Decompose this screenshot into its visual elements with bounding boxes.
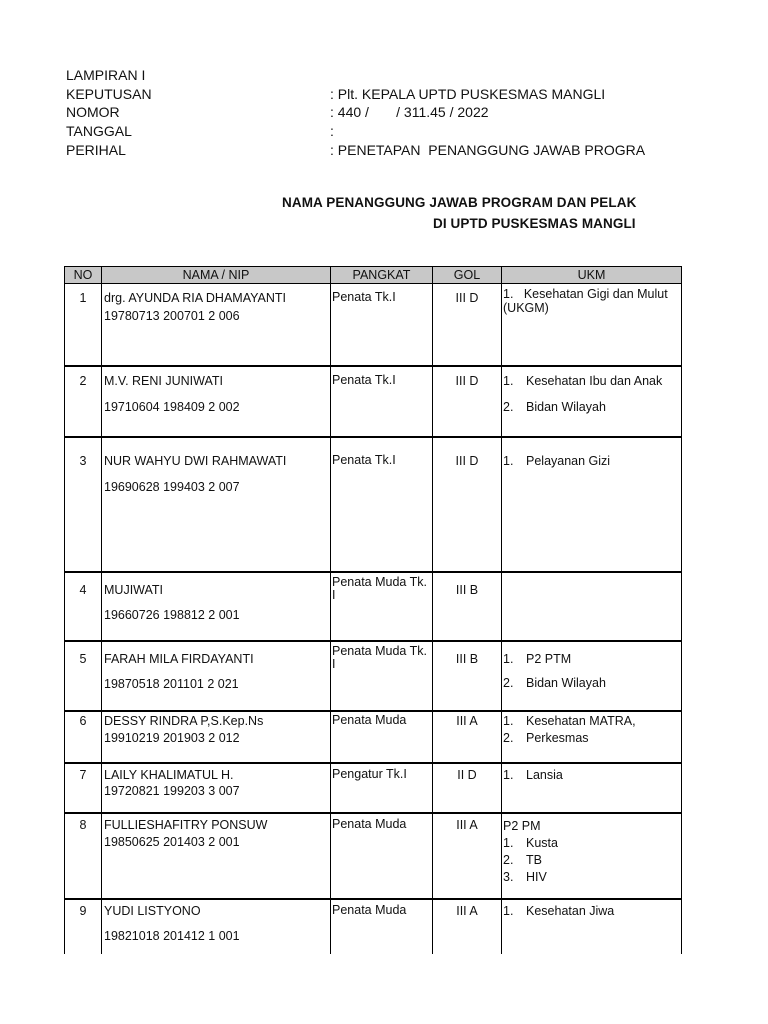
employee-name: drg. AYUNDA RIA DHAMAYANTI: [104, 291, 286, 305]
row-number: 6: [65, 711, 102, 763]
employee-nip: 19870518 201101 2 021: [104, 676, 239, 691]
table-header-row: [65, 267, 682, 284]
name-nip-cell: [102, 641, 331, 711]
pangkat-cell: Pengatur Tk.I: [331, 763, 433, 813]
employee-name: NUR WAHYU DWI RAHMAWATI: [104, 453, 287, 468]
gol-cell: III A: [433, 899, 502, 954]
name-nip-cell: [102, 899, 331, 954]
column-header-ukm: UKM: [502, 267, 682, 284]
employee-nip: 19780713 200701 2 006: [104, 309, 240, 323]
nomor-value: : 440 / / 311.45 / 2022: [330, 104, 489, 120]
ukm-item: 1. Lansia: [503, 767, 563, 782]
ukm-item: 2. Bidan Wilayah: [503, 399, 606, 414]
ukm-item: 2. Bidan Wilayah: [503, 675, 606, 690]
ukm-item: 2. Perkesmas: [503, 730, 589, 745]
ukm-cell: [502, 366, 682, 437]
table-row: [65, 572, 682, 641]
table-row: [65, 437, 682, 572]
employee-name: FULLIESHAFITRY PONSUW: [104, 817, 268, 832]
keputusan-label: KEPUTUSAN: [66, 86, 152, 102]
name-nip-cell: [102, 284, 331, 366]
responsibility-table: [64, 266, 682, 954]
ukm-cell: [502, 711, 682, 763]
ukm-cell: [502, 763, 682, 813]
nomor-label: NOMOR: [66, 104, 120, 120]
lampiran-label: LAMPIRAN I: [66, 67, 146, 83]
gol-cell: III A: [433, 711, 502, 763]
row-number: 2: [65, 366, 102, 437]
row-number: 1: [65, 284, 102, 366]
pangkat-cell: Penata Muda Tk. I: [331, 641, 433, 711]
ukm-group-title: P2 PM: [503, 818, 541, 833]
table-row: [65, 366, 682, 437]
row-number: 9: [65, 899, 102, 954]
employee-name: LAILY KHALIMATUL H.: [104, 767, 234, 782]
gol-cell: III B: [433, 641, 502, 711]
pangkat-cell: Penata Tk.I: [331, 366, 433, 437]
row-number: 8: [65, 813, 102, 899]
table-row: [65, 763, 682, 813]
row-number: 7: [65, 763, 102, 813]
column-header-no: NO: [65, 267, 102, 284]
pangkat-cell: Penata Muda Tk. I: [331, 572, 433, 641]
employee-nip: 19660726 198812 2 001: [104, 607, 240, 622]
pangkat-cell: Penata Muda: [331, 813, 433, 899]
name-nip-cell: [102, 711, 331, 763]
employee-nip: 19720821 199203 3 007: [104, 783, 240, 798]
employee-name: DESSY RINDRA P,S.Kep.Ns: [104, 713, 264, 728]
gol-cell: III B: [433, 572, 502, 641]
name-nip-cell: [102, 763, 331, 813]
document-title-line1: NAMA PENANGGUNG JAWAB PROGRAM DAN PELAK: [282, 195, 637, 210]
ukm-item: 1. Kusta: [503, 835, 558, 850]
ukm-item: 1. Kesehatan Ibu dan Anak: [503, 373, 663, 388]
table-row: [65, 899, 682, 954]
employee-name: MUJIWATI: [104, 582, 164, 597]
row-number: 4: [65, 572, 102, 641]
row-number: 5: [65, 641, 102, 711]
document-title-line2: DI UPTD PUSKESMAS MANGLI: [433, 216, 636, 231]
ukm-cell: [502, 572, 682, 641]
employee-name: M.V. RENI JUNIWATI: [104, 373, 223, 388]
employee-nip: 19850625 201403 2 001: [104, 834, 240, 849]
table-row: [65, 641, 682, 711]
gol-cell: III D: [433, 437, 502, 572]
row-number: 3: [65, 437, 102, 572]
employee-name: YUDI LISTYONO: [104, 903, 201, 918]
pangkat-cell: Penata Muda: [331, 711, 433, 763]
employee-nip: 19910219 201903 2 012: [104, 730, 240, 745]
name-nip-cell: [102, 813, 331, 899]
employee-nip: 19690628 199403 2 007: [104, 479, 240, 494]
pangkat-cell: Penata Tk.I: [331, 437, 433, 572]
table-row: [65, 813, 682, 899]
name-nip-cell: [102, 572, 331, 641]
tanggal-value: :: [330, 123, 334, 139]
ukm-cell: [502, 641, 682, 711]
ukm-cell: [502, 813, 682, 899]
perihal-value: : PENETAPAN PENANGGUNG JAWAB PROGRA: [330, 142, 646, 158]
column-header-nama-nip: NAMA / NIP: [102, 267, 331, 284]
table-row: [65, 711, 682, 763]
ukm-item: 2. TB: [503, 852, 542, 867]
ukm-item: 1. P2 PTM: [503, 651, 572, 666]
ukm-cell: 1. Kesehatan Gigi dan Mulut (UKGM): [502, 284, 682, 366]
name-nip-cell: [102, 366, 331, 437]
name-nip-cell: [102, 437, 331, 572]
gol-cell: III D: [433, 284, 502, 366]
employee-name: FARAH MILA FIRDAYANTI: [104, 651, 254, 666]
gol-cell: III D: [433, 366, 502, 437]
column-header-pangkat: PANGKAT: [331, 267, 433, 284]
ukm-item: 1. Kesehatan MATRA,: [503, 713, 636, 728]
tanggal-label: TANGGAL: [66, 123, 132, 139]
ukm-item: 1. Pelayanan Gizi: [503, 453, 611, 468]
column-header-gol: GOL: [433, 267, 502, 284]
employee-nip: 19821018 201412 1 001: [104, 928, 240, 943]
perihal-label: PERIHAL: [66, 142, 126, 158]
gol-cell: II D: [433, 763, 502, 813]
gol-cell: III A: [433, 813, 502, 899]
keputusan-value: : Plt. KEPALA UPTD PUSKESMAS MANGLI: [330, 86, 606, 102]
pangkat-cell: Penata Tk.I: [331, 284, 433, 366]
employee-nip: 19710604 198409 2 002: [104, 399, 240, 414]
ukm-item: 3. HIV: [503, 869, 547, 884]
ukm-cell: [502, 437, 682, 572]
ukm-item: 1. Kesehatan Jiwa: [503, 903, 615, 918]
table-row: [65, 284, 682, 366]
pangkat-cell: Penata Muda: [331, 899, 433, 954]
ukm-cell: [502, 899, 682, 954]
